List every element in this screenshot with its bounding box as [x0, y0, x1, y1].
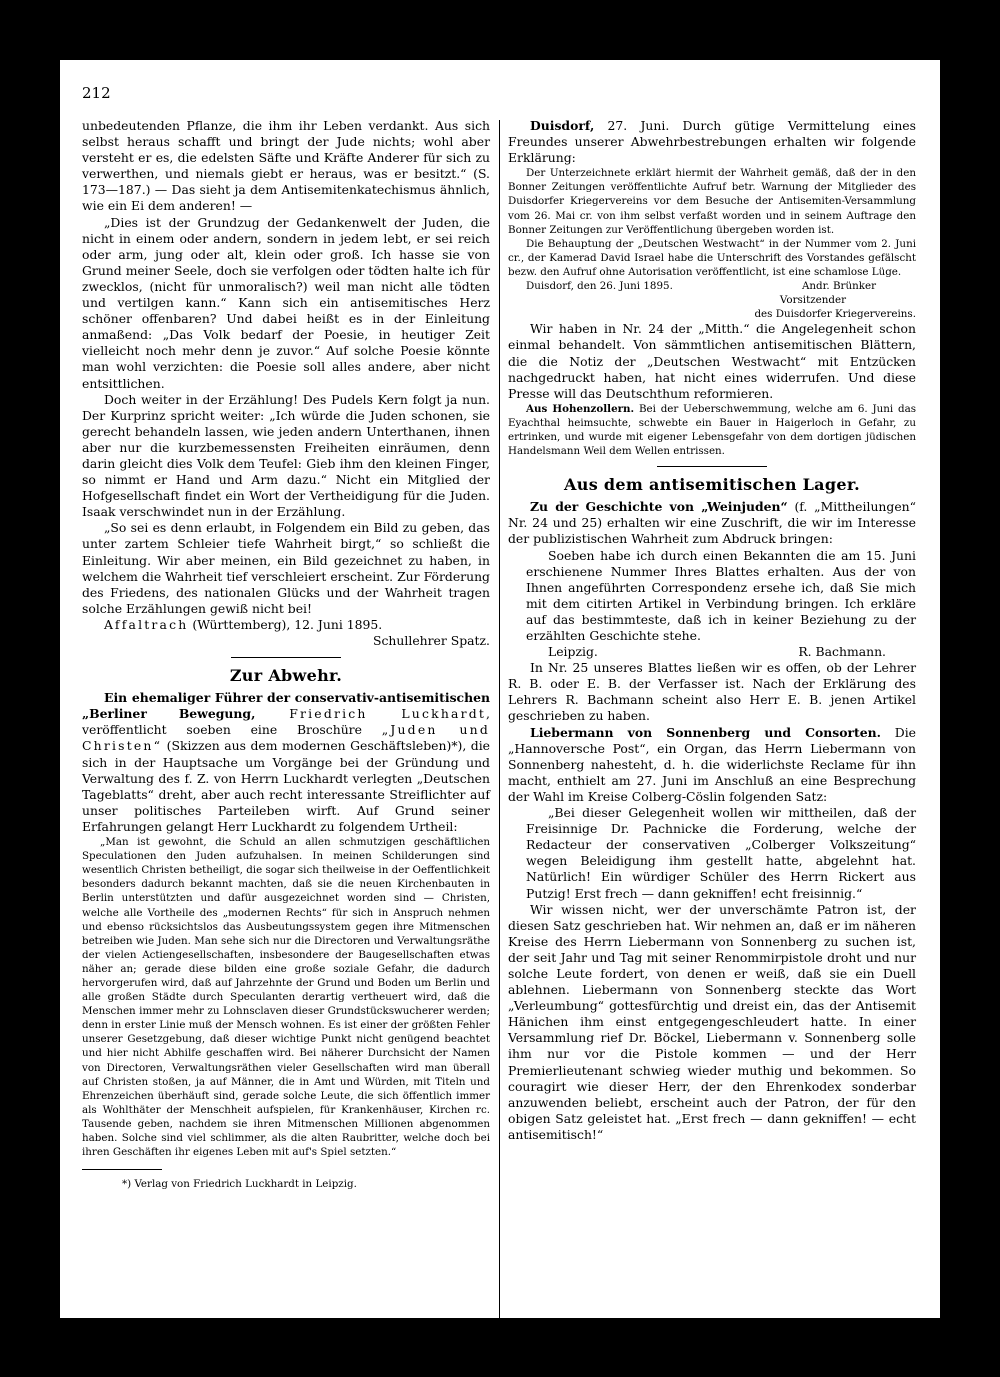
section-rule: [657, 466, 767, 467]
declaration-text: Der Unterzeichnete erklärt hiermit der Wahrheit gemäß, daß der in den Bonner Zeitungen veröffentlichte Aufruf betr. Warnung der Mitglieder des Duisdorfer Kriegervereins vor dem Besuche der Antisemiten-Versammlung vom 26. Mai cr. von ihm selbst verfaßt worden und in seinem Auftrage den Bonner Zeitungen zur Veröffentlichung übergeben worden ist.: [508, 167, 916, 236]
dateline-rest: (Württemberg), 12. Juni 1895.: [188, 616, 383, 632]
news-item-text: Bei der Ueberschwemmung, welche am 6. Juni das Eyachthal heimsuchte, schwebte ein Bauer in Haigerloch in Gefahr, zu ertrinken, und wurde mit eigener Lebensgefahr von dem dortigen jüdischen Handelsmann Weil dem Wellen entrissen.: [508, 402, 916, 458]
lead-paragraph: [82, 690, 490, 835]
news-item: [508, 402, 916, 458]
quote-text: „Man ist gewohnt, die Schuld an allen schmutzigen geschäftlichen Speculationen den Juden aufzuhalsen. In meinen Schilderungen sind wesentlich Christen betheiligt, die sogar sich theilweise in der Oeffentlichkeit besonders dadurch bekannt machten, daß sie die neuen Kirchenbauten in Berlin unterstützten und dafür ausgezeichnet worden sind — Christen, welche alle Vortheile des „modernen Rechts“ für sich in Anspruch nehmen und ebenso rücksichtslos das Ausbeutungssystem gegen ihre Mitmenschen betreiben wie Juden. Man sehe sich nur die Directoren und Verwaltungsräthe der vielen Actiengesellschaften, insbesondere der Baugesellschaften etwas näher an; gerade diese bilden eine große soziale Gefahr, die dadurch hervorgerufen wird, daß auf Jahrzehnte der Grund und Boden um Berlin und alle großen Städte durch Speculanten derartig vertheuert wird, daß die Menschen immer mehr zu Lohnsclaven dieser Grundstückswucherer werden; denn in erster Linie muß der Mensch wohnen. Es ist einer der größten Fehler unserer Gesetzgebung, daß dieser wichtige Punkt nicht genügend beachtet und hier nicht Abhilfe geschaffen wird. Bei näherer Durchsicht der Namen von Directoren, Verwaltungsräthen vieler Gesellschaften wird man überall auf Christen stoßen, ja auf Männer, die in Amt und Würden, mit Titeln und Ehrenzeichen überhäuft sind, gerade solche Leute, die sich öffentlich immer als Wohlthäter der Menschheit aufspielen, für Krankenhäuser, Kirchen rc. Tausende geben, nachdem sie ihren Mitmenschen Millionen abgenommen haben. Solche sind viel schlimmer, als die alten Raubritter, welche doch bei ihren Geschäften ihr eigenes Leben mit auf's Spiel setzten.“: [82, 836, 490, 1159]
paragraph: [508, 725, 916, 805]
news-item-head: Aus Hohenzollern.: [526, 402, 635, 415]
item-text: (f. „Mittheilungen“ Nr. 24 und 25) erhalten wir eine Zuschrift, die wir im Interesse der publizistischen Wahrheit zum Abdruck bringen:: [508, 499, 916, 547]
column-divider: [499, 120, 500, 1348]
lead-title: „Juden und Christen“: [82, 722, 490, 754]
declaration-signature-row: [508, 279, 916, 293]
paragraph: [508, 118, 916, 166]
lead-mid: , veröffentlicht soeben eine Broschüre: [82, 706, 490, 738]
declaration-name: Andr. Brünker: [801, 280, 876, 293]
footnote-rule: [82, 1169, 162, 1170]
lead-bold: Ein ehemaliger Führer der conservativ-antisemitischen „Berliner Bewegung,: [82, 690, 490, 722]
paragraph: Doch weiter in der Erzählung! Des Pudels Kern folgt ja nun. Der Kurprinz spricht weiter: „Ich würde die Juden schonen, sie gerecht behandeln lassen, wie jeden andern Unterthanen, ihnen aber nur die kurzbemessensten Freiheiten einräumen, denn darin gleicht dies Volk dem Teufel: Gieb ihm den kleinen Finger, so nimmt er Hand und Arm dazu.“ Nicht ein Mitglied der Hofgesellschaft findet ein Wort der Vertheidigung für die Juden. Isaak verschwindet nun in der Erzählung.: [82, 391, 490, 520]
signature: Schullehrer Spatz.: [373, 633, 490, 648]
paragraph: In Nr. 25 unseres Blattes ließen wir es offen, ob der Lehrer R. B. oder E. B. der Verfasser ist. Nach der Erklärung des Lehrers R. Bachmann scheint also Herr E. B. jenen Artikel geschrieben zu haben.: [508, 660, 916, 724]
item-place: Duisdorf,: [530, 118, 595, 133]
paragraph: [508, 499, 916, 547]
right-column: [508, 118, 916, 1143]
declaration-date: Duisdorf, den 26. Juni 1895.: [526, 280, 673, 293]
declaration-block: [508, 166, 916, 321]
quote-text: „Bei dieser Gelegenheit wollen wir mittheilen, daß der Freisinnige Dr. Pachnicke die Forderung, welche der Redacteur der conservativen „Colberger Volkszeitung“ wegen Beleidigung ihm gestellt hatte, abgelehnt hat. Natürlich! Ein würdiger Schüler des Herrn Rickert aus Putzig! Erst frech — dann gekniffen! echt freisinnig.“: [526, 805, 916, 901]
item-text: Die „Hannoversche Post“, ein Organ, das Herrn Liebermann von Sonnenberg nahesteht, d. h. die widerlichste Reclame für ihn macht, enthielt am 27. Juni im Anschluß an eine Besprechung der Wahl im Kreise Colberg-Cöslin folgenden Satz:: [508, 724, 917, 804]
newspaper-page: [60, 60, 940, 1318]
lead-name: Friedrich Luckhardt: [255, 706, 487, 722]
item-head: Zu der Geschichte von „Weinjuden“: [530, 499, 788, 515]
section-heading: Aus dem antisemitischen Lager.: [564, 475, 860, 495]
section-rule: [231, 657, 341, 658]
paragraph: „So sei es denn erlaubt, in Folgendem ein Bild zu geben, das unter zartem Schleier tiefe Wahrheit birgt,“ so schließt die Einleitung. Wir aber meinen, ein Bild gezeichnet zu haben, in welchem die Wahrheit tief verschleiert erscheint. Zur Förderung des Friedens, des nationalen Glücks und der Wahrheit tragen solche Erzählungen gewiß nicht bei!: [82, 520, 490, 616]
dateline-place: Affaltrach: [104, 616, 189, 632]
section-heading: Zur Abwehr.: [229, 666, 343, 686]
letter-signature: R. Bachmann.: [798, 644, 886, 660]
paragraph: „Dies ist der Grundzug der Gedankenwelt der Juden, die nicht in einem oder andern, sondern in jedem lebt, er sei reich oder arm, jung oder alt, klein oder groß. Ich hasse sie von Grund meiner Seele, doch sie verfolgen oder tödten halte ich für zwecklos, (nicht für unmoralisch?) weil man nicht alle tödten und vertilgen kann.“ Kann sich ein antisemitisches Herz schöner offenbaren? Und dabei heißt es in der Einleitung anmaßend: „Das Volk bedarf der Poesie, in heutiger Zeit vielleicht noch mehr denn je zuvor.“ Auf solche Poesie könnte man wohl verzichten: die Poesie soll alles andere, aber nicht entsittlichen.: [82, 214, 490, 391]
quote-block: [82, 835, 490, 1159]
footnote: *) Verlag von Friedrich Luckhardt in Leipzig.: [122, 1178, 357, 1191]
paragraph: Wir wissen nicht, wer der unverschämte Patron ist, der diesen Satz geschrieben hat. Wir nehmen an, daß er im näheren Kreise des Herrn Liebermann von Sonnenberg zu suchen ist, der seit Jahr und Tag mit seiner Renommirpistole droht und nur solche Leute fordert, von denen er weiß, daß sie ein Duell ablehnen. Liebermann von Sonnenberg steckte das Wort „Verleumbung“ gottesfürchtig und dreist ein, das der Antisemit Hänichen ihm einst entgegengeschleudert hatte. In einer Versammlung rief Dr. Böckel, Liebermann v. Sonnenberg solle ihm nur vor die Pistole kommen — und der Herr Premierlieutenant schwieg wieder muthig und bekommen. So couragirt wie dieser Herr, der den Ehrenkodex sonderbar anzuwenden beliebt, erscheint auch der Patron, der für den obigen Satz geleistet hat. „Erst frech — dann gekniffen! — echt antisemitisch!“: [508, 901, 916, 1142]
letter-text: Soeben habe ich durch einen Bekannten die am 15. Juni erschienene Nummer Ihres Blattes erhalten. Aus der von Ihnen angeführten Correspondenz ersehe ich, daß Sie mich mit dem citirten Artikel in Verbindung bringen. Ich erkläre auf das bestimmteste, daß ich in keiner Beziehung zu der erzählten Geschichte stehe.: [526, 547, 916, 643]
left-column: [82, 118, 490, 1192]
declaration-text: Die Behauptung der „Deutschen Westwacht“ in der Nummer vom 2. Juni cr., der Kamerad David Israel habe die Unterschrift des Vorstandes gefälscht bezw. den Aufruf ohne Autorisation veröffentlicht, ist eine schamlose Lüge.: [508, 237, 916, 278]
letter-signature-row: [508, 644, 916, 660]
declaration-org: des Duisdorfer Kriegervereins.: [754, 308, 916, 321]
paragraph: unbedeutenden Pflanze, die ihm ihr Leben verdankt. Aus sich selbst heraus schafft und bringt der Jude nichts; wohl aber versteht er es, die edelsten Säfte und Kräfte Anderer für sich zu verwerthen, und niemals giebt er heraus, was er besitzt.“ (S. 173—187.) — Das sieht ja dem Antisemitenkatechismus ähnlich, wie ein Ei dem anderen! —: [82, 118, 490, 214]
page-number: 212: [82, 84, 111, 102]
dateline: [82, 617, 490, 633]
item-head: Liebermann von Sonnenberg und Consorten.: [530, 724, 881, 740]
paragraph: Wir haben in Nr. 24 der „Mitth.“ die Angelegenheit schon einmal behandelt. Von sämmtlichen antisemitischen Blättern, die die Notiz der „Deutschen Westwacht“ mit Entzücken nachgedruckt haben, hat nicht eines widerrufen. Und diese Presse will das Deutschthum reformieren.: [508, 321, 916, 401]
item-text: 27. Juni. Durch gütige Vermittelung eines Freundes unserer Abwehrbestrebungen erhalten wir folgende Erklärung:: [508, 118, 916, 166]
lead-rest: (Skizzen aus dem modernen Geschäftsleben)*), die sich in der Hauptsache um Vorgänge bei der Gründung und Verwaltung des f. Z. von Herrn Luckhardt verlegten „Deutschen Tageblatts“ dreht, aber auch recht interessante Streiflichter auf unser politisches Parteileben wirft. Auf Grund seiner Erfahrungen gelangt Herr Luckhardt zu folgendem Urtheil:: [82, 738, 490, 834]
declaration-title: Vorsitzender: [779, 294, 846, 307]
letter-place: Leipzig.: [548, 644, 598, 660]
